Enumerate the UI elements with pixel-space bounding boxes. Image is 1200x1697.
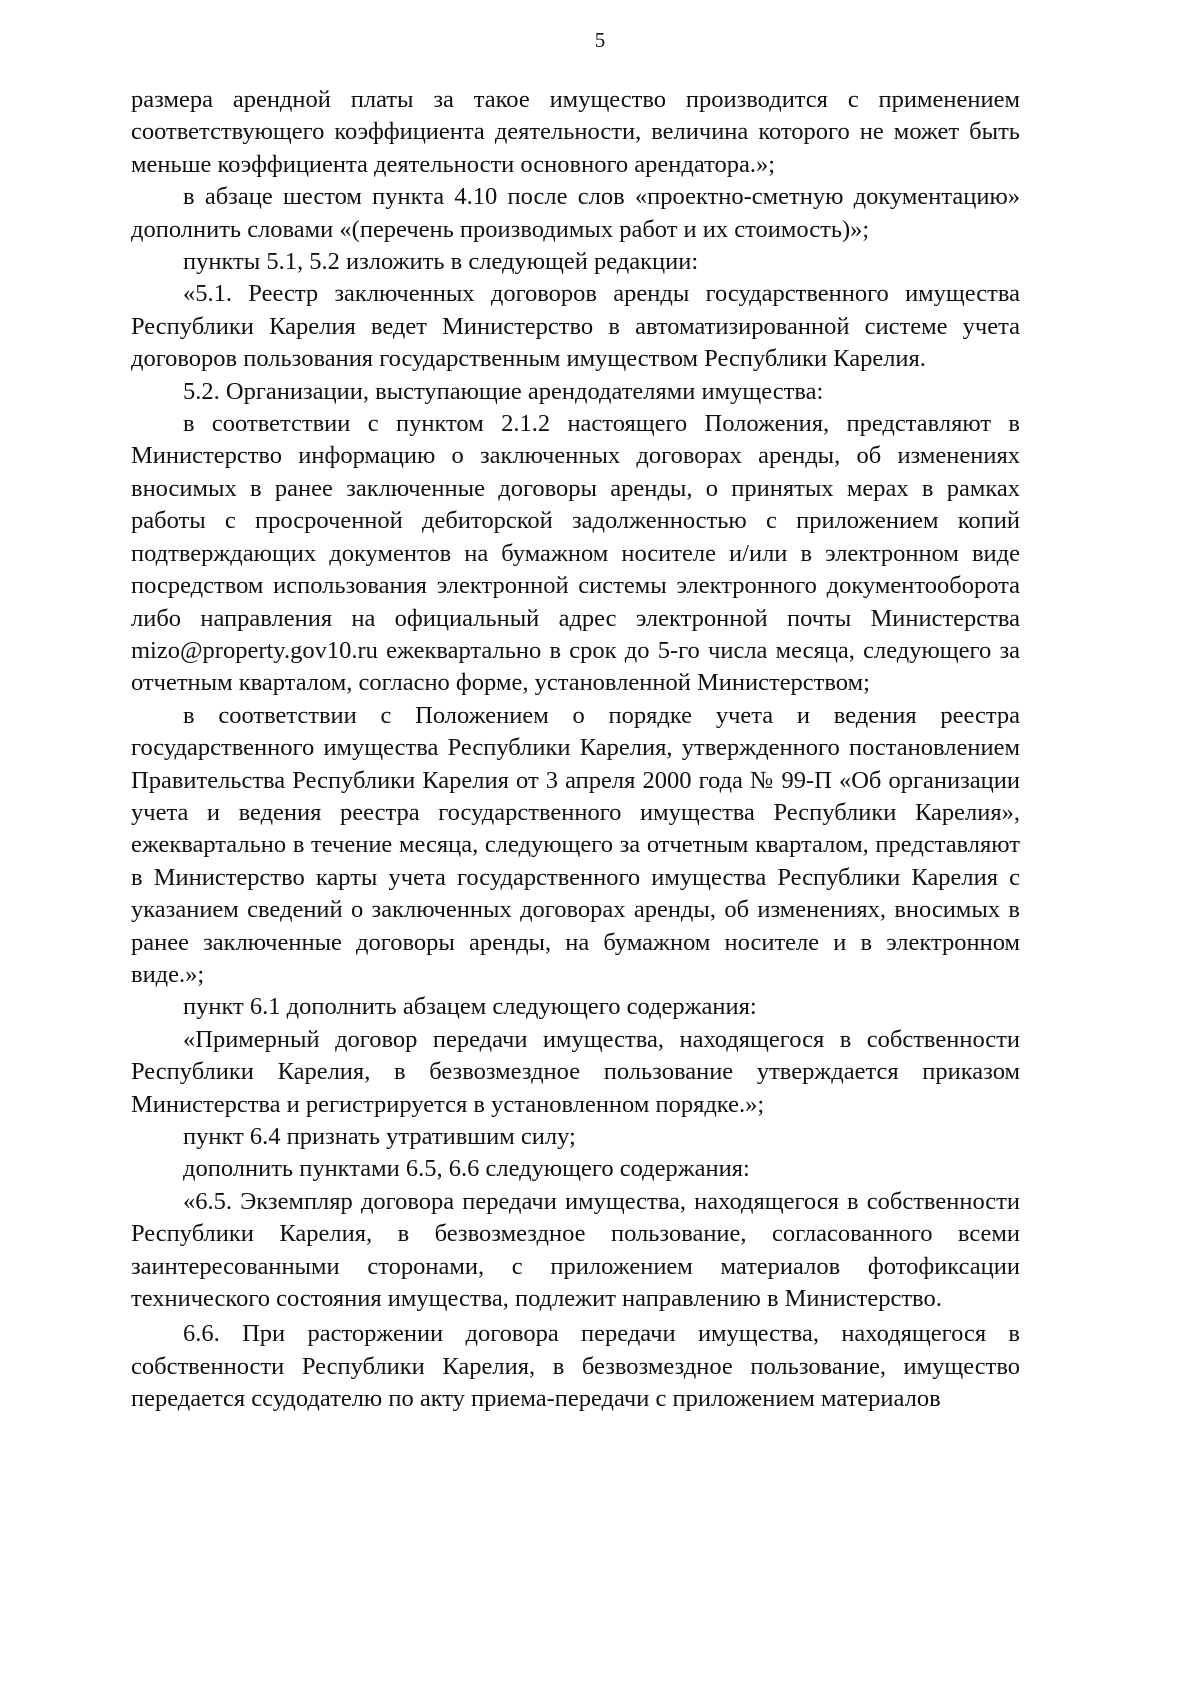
paragraph-point-2-1-2-reporting: в соответствии с пунктом 2.1.2 настоящего Положения, представляют в Министерство информацию о заключенных договорах аренды, об изменениях вносимых в ранее заключенные договоры аренды, о принятых мерах в рамках работы с просроченной дебиторской задолженностью с приложением копий подтверждающих документов на бумажном носителе и/или в электронном виде посредством использования электронной системы электронного документооборота либо направления на официальный адрес электронной почты Министерства mizo@property.gov10.ru ежеквартально в срок до 5-го числа месяца, следующего за отчетным кварталом, согласно форме, установленной Министерством;	[131, 410, 1020, 697]
document-body	[131, 84, 1020, 1416]
paragraph-model-contract: «Примерный договор передачи имущества, находящегося в собственности Республики Карелия, в безвозмездное пользование утверждается приказом Министерства и регистрируется в установленном порядке.»;	[131, 1025, 1020, 1118]
paragraph-registry-reporting: в соответствии с Положением о порядке учета и ведения реестра государственного имущества Республики Карелия, утвержденного постановлением Правительства Республики Карелия от 3 апреля 2000 года № 99-П «Об организации учета и ведения реестра государственного имущества Республики Карелия», ежеквартально в течение месяца, следующего за отчетным кварталом, представляют в Министерство карты учета государственного имущества Республики Карелия с указанием сведений о заключенных договорах аренды, об изменениях, вносимых в ранее заключенные договоры аренды, на бумажном носителе и в электронном виде.»;	[131, 701, 1020, 988]
paragraph-point-6-1-intro: пункт 6.1 дополнить абзацем следующего содержания:	[183, 993, 757, 1021]
paragraph-point-6-4: пункт 6.4 признать утратившим силу;	[183, 1123, 576, 1150]
paragraph-points-5-intro: пункты 5.1, 5.2 изложить в следующей редакции:	[183, 248, 699, 276]
paragraph-rent-coefficient: размера арендной платы за такое имущество производится с применением соответствующего коэффициента деятельности, величина которого не может быть меньше коэффициента деятельности основного арендатора.»;	[131, 86, 1020, 178]
paragraph-points-6-5-6-6-intro: дополнить пунктами 6.5, 6.6 следующего содержания:	[183, 1155, 750, 1183]
paragraph-point-6-5: «6.5. Экземпляр договора передачи имущества, находящегося в собственности Республики Карелия, в безвозмездное пользование, согласованного всеми заинтересованными сторонами, с приложением материалов фотофиксации технического состояния имущества, подлежит направлению в Министерство.	[131, 1187, 1020, 1313]
paragraph-point-5-2: 5.2. Организации, выступающие арендодателями имущества:	[183, 377, 824, 405]
paragraph-point-4-10: в абзаце шестом пункта 4.10 после слов «проектно-сметную документацию» дополнить словами «(перечень производимых работ и их стоимость)»;	[131, 183, 1020, 243]
paragraph-point-6-6: 6.6. При расторжении договора передачи имущества, находящегося в собственности Республики Карелия, в безвозмездное пользование, имущество передается ссудодателю по акту приема-передачи с приложением материалов	[131, 1320, 1020, 1413]
paragraph-point-5-1: «5.1. Реестр заключенных договоров аренды государственного имущества Республики Карелия ведет Министерство в автоматизированной системе учета договоров пользования государственным имуществом Республики Карелия.	[131, 280, 1020, 373]
page-number: 5	[594, 28, 606, 52]
